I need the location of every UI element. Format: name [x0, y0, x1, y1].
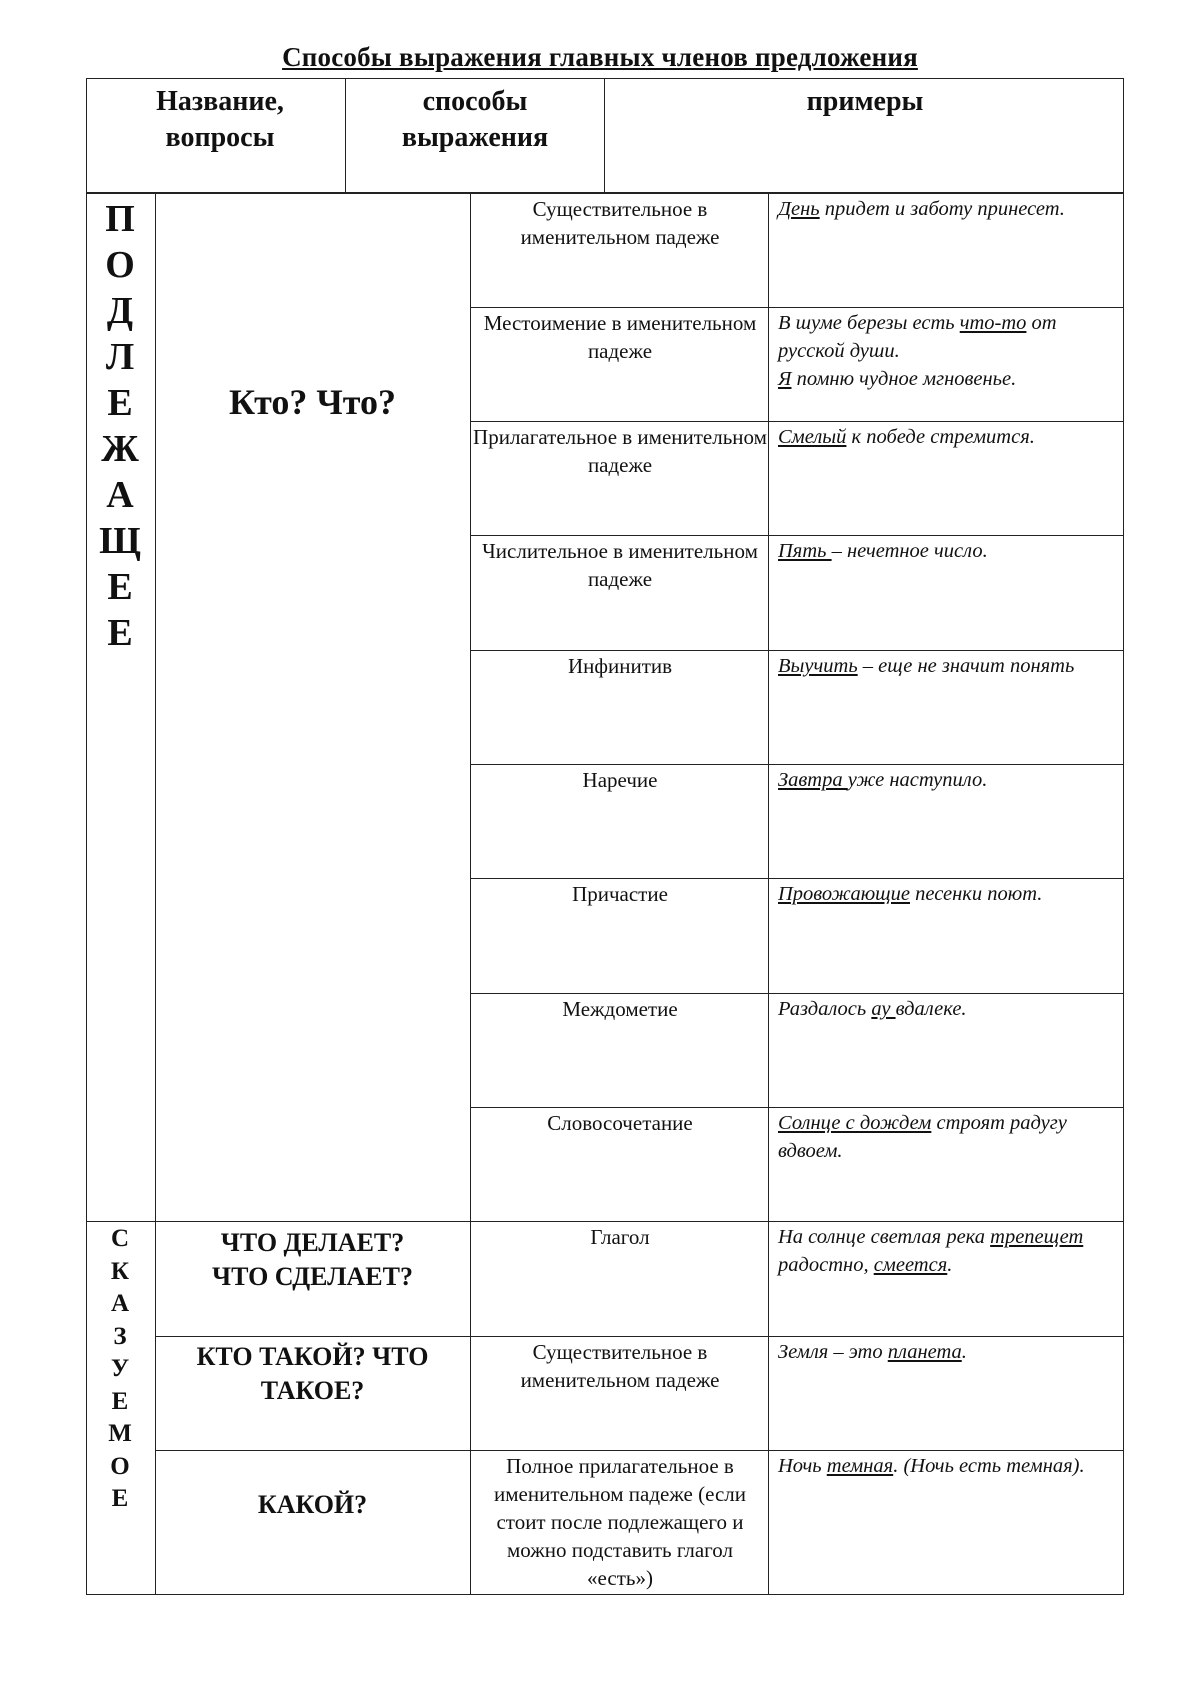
subject-example: Раздалось ау вдалеке. — [778, 998, 967, 1020]
predicate-question: КТО ТАКОЙ? ЧТО ТАКОЕ? — [196, 1342, 429, 1405]
underlined-word: Я — [778, 368, 792, 390]
predicate-letter: С — [110, 1225, 130, 1252]
row-divider — [155, 1450, 1124, 1451]
subject-example: Смелый к победе стремится. — [778, 426, 1035, 448]
row-divider — [470, 993, 1124, 994]
predicate-letter: О — [110, 1452, 130, 1480]
row-divider — [470, 307, 1124, 308]
subject-letter: О — [105, 244, 135, 286]
subject-example: День придет и заботу принесет. — [778, 198, 1065, 220]
underlined-word: Солнце с дождем — [778, 1112, 932, 1134]
underlined-word: что-то — [959, 312, 1027, 334]
subject-example: Выучить – еще не значит понять — [778, 655, 1075, 677]
subject-letter: Д — [106, 290, 134, 332]
predicate-letter: А — [110, 1290, 130, 1317]
subject-letter: Е — [107, 566, 133, 608]
subject-example: Провожающие песенки поют. — [778, 883, 1043, 905]
subject-letter: Щ — [99, 520, 141, 562]
subject-method: Числительное в именительном падеже — [482, 539, 758, 591]
header-ways-of-expression: способы выражения — [401, 86, 549, 153]
underlined-word: Смелый — [778, 426, 847, 448]
predicate-method: Глагол — [590, 1225, 650, 1249]
subject-example: Завтра уже наступило. — [778, 769, 988, 791]
underlined-word: День — [778, 198, 820, 220]
predicate-letter: Е — [111, 1485, 129, 1512]
row-divider — [470, 650, 1124, 651]
subject-vertical-label — [86, 196, 154, 656]
row-divider — [470, 1107, 1124, 1108]
predicate-letter: У — [110, 1355, 130, 1382]
row-divider — [470, 764, 1124, 765]
row-divider — [470, 535, 1124, 536]
row-divider — [470, 878, 1124, 879]
section-divider — [86, 1221, 1124, 1222]
subject-method: Наречие — [582, 768, 658, 792]
predicate-method: Существительное в именительном падеже — [520, 1340, 720, 1392]
underlined-word: Пять — [778, 540, 832, 562]
predicate-letter: З — [113, 1322, 127, 1350]
underlined-word: ау — [871, 998, 896, 1020]
subject-letter: Л — [105, 336, 135, 378]
subject-method: Инфинитив — [567, 654, 673, 678]
predicate-example: На солнце светлая река трепещет радостно, смеется. — [778, 1226, 1084, 1276]
header-divider — [604, 78, 605, 193]
row-divider — [470, 421, 1124, 422]
predicate-method: Полное прилагательное в именительном падеже (если стоит после подлежащего и можно подставить глагол «есть») — [494, 1454, 746, 1590]
subject-letter: Е — [107, 382, 133, 424]
subject-method: Местоимение в именительном падеже — [483, 311, 757, 363]
predicate-question: ЧТО ДЕЛАЕТ? ЧТО СДЕЛАЕТ? — [211, 1228, 413, 1291]
header-examples: примеры — [806, 86, 924, 117]
subject-letter: Ж — [101, 428, 139, 470]
subject-example: Пять – нечетное число. — [778, 540, 988, 562]
header-divider — [345, 78, 346, 193]
subject-method: Словосочетание — [547, 1111, 693, 1135]
underlined-word: трепещет — [990, 1226, 1084, 1248]
subject-example: В шуме березы есть что-то от русской души. Я помню чудное мгновенье. — [778, 312, 1057, 390]
subject-letter: П — [105, 198, 135, 240]
predicate-question: КАКОЙ? — [257, 1490, 368, 1519]
subject-letter: А — [106, 474, 134, 516]
row-divider — [155, 1336, 1124, 1337]
underlined-word: Провожающие — [778, 883, 910, 905]
underlined-word: планета — [887, 1341, 962, 1363]
subject-letter: Е — [107, 612, 133, 654]
predicate-letter: Е — [111, 1387, 129, 1415]
predicate-vertical-label — [86, 1223, 154, 1516]
predicate-example: Земля – это планета. — [778, 1341, 967, 1363]
subject-method: Междометие — [562, 997, 678, 1021]
subject-method: Причастие — [572, 882, 668, 906]
subject-question: Кто? Что? — [228, 382, 397, 422]
predicate-letter: М — [108, 1420, 132, 1447]
subject-example: Солнце с дождем строят радугу вдвоем. — [778, 1112, 1067, 1162]
page-title: Способы выражения главных членов предложения — [282, 42, 918, 72]
underlined-word: Завтра — [778, 769, 848, 791]
underlined-word: темная — [826, 1455, 894, 1477]
predicate-example: Ночь темная. (Ночь есть темная). — [778, 1455, 1085, 1477]
subject-method: Прилагательное в именительном падеже — [473, 425, 767, 477]
predicate-letter: К — [110, 1257, 130, 1285]
header-name-questions: Название, вопросы — [156, 86, 284, 153]
underlined-word: Выучить — [778, 655, 858, 677]
underlined-word: смеется — [873, 1254, 948, 1276]
subject-method: Существительное в именительном падеже — [520, 197, 720, 249]
